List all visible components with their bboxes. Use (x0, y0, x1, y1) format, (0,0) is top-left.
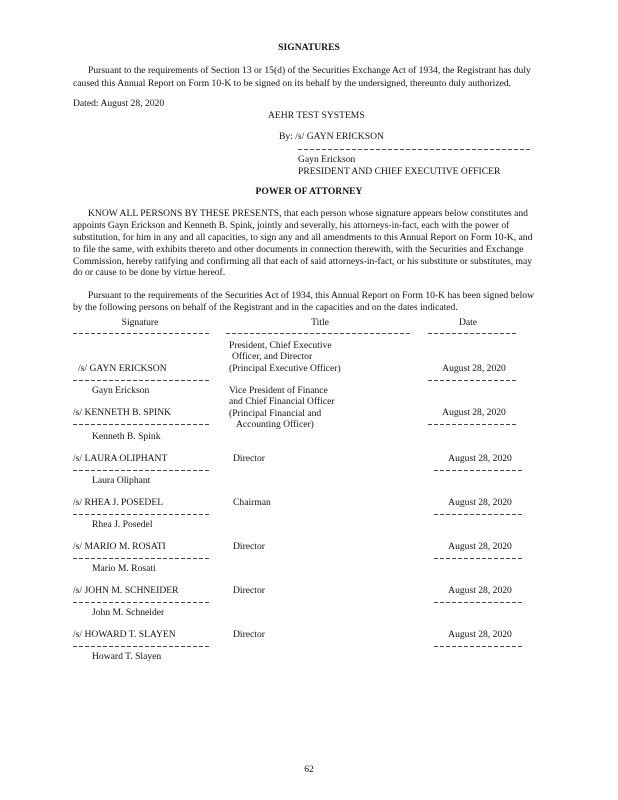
signatures-heading: SIGNATURES (278, 42, 340, 53)
header-signature: Signature (121, 317, 159, 328)
date-value: August 28, 2020 (448, 497, 512, 508)
date-value: August 28, 2020 (448, 453, 512, 464)
date-rule (434, 646, 524, 647)
printed-name: Laura Oliphant (92, 475, 151, 486)
signer-name: Gayn Erickson (298, 154, 356, 165)
title-line: Accounting Officer) (236, 418, 314, 430)
title-line: Vice President of Finance (229, 385, 328, 396)
poa-line: to file the same, with exhibits thereto and other documents in connection therewith, with the Securities and Exchange (73, 244, 524, 255)
signature-value: /s/ GAYN ERICKSON (78, 363, 167, 374)
poa-line: do or cause to be done by virtue hereof. (73, 267, 226, 278)
signature-value: /s/ RHEA J. POSEDEL (73, 497, 164, 508)
title-line: President, Chief Executive (229, 340, 332, 351)
signature-rule (73, 558, 210, 559)
pursuant-line-2: by the following persons on behalf of the Registrant and in the capacities and on the dates indicated. (73, 302, 458, 313)
poa-line: Commission, hereby ratifying and confirming all that each of said attorneys-in-fact, or his substitute or substitutes, may (73, 256, 533, 267)
title-line: and Chief Financial Officer (229, 396, 335, 408)
printed-name: John M. Schneider (92, 607, 165, 618)
signature-rule (73, 380, 210, 381)
title-line: Director (233, 585, 265, 596)
title-line: Director (233, 629, 265, 640)
signature-value: /s/ JOHN M. SCHNEIDER (73, 585, 179, 596)
date-rule (434, 514, 524, 515)
date-value: August 28, 2020 (448, 585, 512, 596)
signature-rule (73, 646, 210, 647)
poa-line: substitution, for him in any and all capacities, to sign any and all amendments to this Annual Report on Form 10-K, and (73, 232, 533, 243)
printed-name: Kenneth B. Spink (92, 431, 161, 442)
date-rule (434, 602, 524, 603)
date-value: August 28, 2020 (442, 407, 506, 418)
date-value: August 28, 2020 (448, 541, 512, 552)
printed-name: Gayn Erickson (92, 385, 150, 396)
dated: Dated: August 28, 2020 (73, 98, 165, 109)
poa-line: KNOW ALL PERSONS BY THESE PRESENTS, that each person whose signature appears below constitutes and (88, 208, 528, 219)
signature-rule (73, 424, 210, 425)
header-rule (73, 333, 210, 334)
header-date: Date (458, 317, 478, 328)
date-value: August 28, 2020 (448, 629, 512, 640)
printed-name: Howard T. Slayen (92, 651, 162, 662)
signature-rule (73, 514, 210, 515)
by-line: By: /s/ GAYN ERICKSON (279, 131, 384, 142)
signature-value: /s/ LAURA OLIPHANT (73, 453, 168, 464)
signer-title: PRESIDENT AND CHIEF EXECUTIVE OFFICER (298, 166, 501, 177)
date-rule (434, 470, 524, 471)
header-rule (428, 333, 518, 334)
date-value: August 28, 2020 (442, 363, 506, 374)
date-rule (428, 380, 518, 381)
date-rule (428, 424, 518, 425)
title-line: Director (233, 453, 265, 464)
date-rule (434, 558, 524, 559)
signature-rule (73, 602, 210, 603)
signature-line (298, 149, 532, 150)
header-title: Title (311, 317, 329, 328)
title-line: (Principal Executive Officer) (229, 362, 341, 374)
page-number: 62 (304, 764, 314, 775)
header-rule (226, 333, 412, 334)
intro-line-2: caused this Annual Report on Form 10-K to be signed on its behalf by the undersigned, thereunto duly authorized. (73, 78, 512, 89)
title-line: Director (233, 541, 265, 552)
signature-value: /s/ MARIO M. ROSATI (73, 541, 166, 552)
printed-name: Mario M. Rosati (92, 563, 156, 574)
company-name: AEHR TEST SYSTEMS (268, 110, 365, 121)
title-line: Officer, and Director (232, 351, 313, 363)
signature-value: /s/ HOWARD T. SLAYEN (73, 629, 176, 640)
intro-line-1: Pursuant to the requirements of Section 13 or 15(d) of the Securities Exchange Act of 1934, the Registrant has duly (88, 65, 531, 76)
pursuant-line-1: Pursuant to the requirements of the Securities Act of 1934, this Annual Report on Form 10-K has been signed below (88, 290, 535, 301)
signature-value: /s/ KENNETH B. SPINK (73, 407, 172, 418)
title-line: Chairman (233, 497, 271, 508)
signature-rule (73, 470, 210, 471)
printed-name: Rhea J. Posedel (92, 519, 153, 530)
poa-heading: POWER OF ATTORNEY (255, 186, 363, 197)
poa-line: appoints Gayn Erickson and Kenneth B. Spink, jointly and severally, his attorneys-in-fact, each with the power of (73, 220, 510, 231)
title-line: (Principal Financial and (229, 407, 322, 419)
